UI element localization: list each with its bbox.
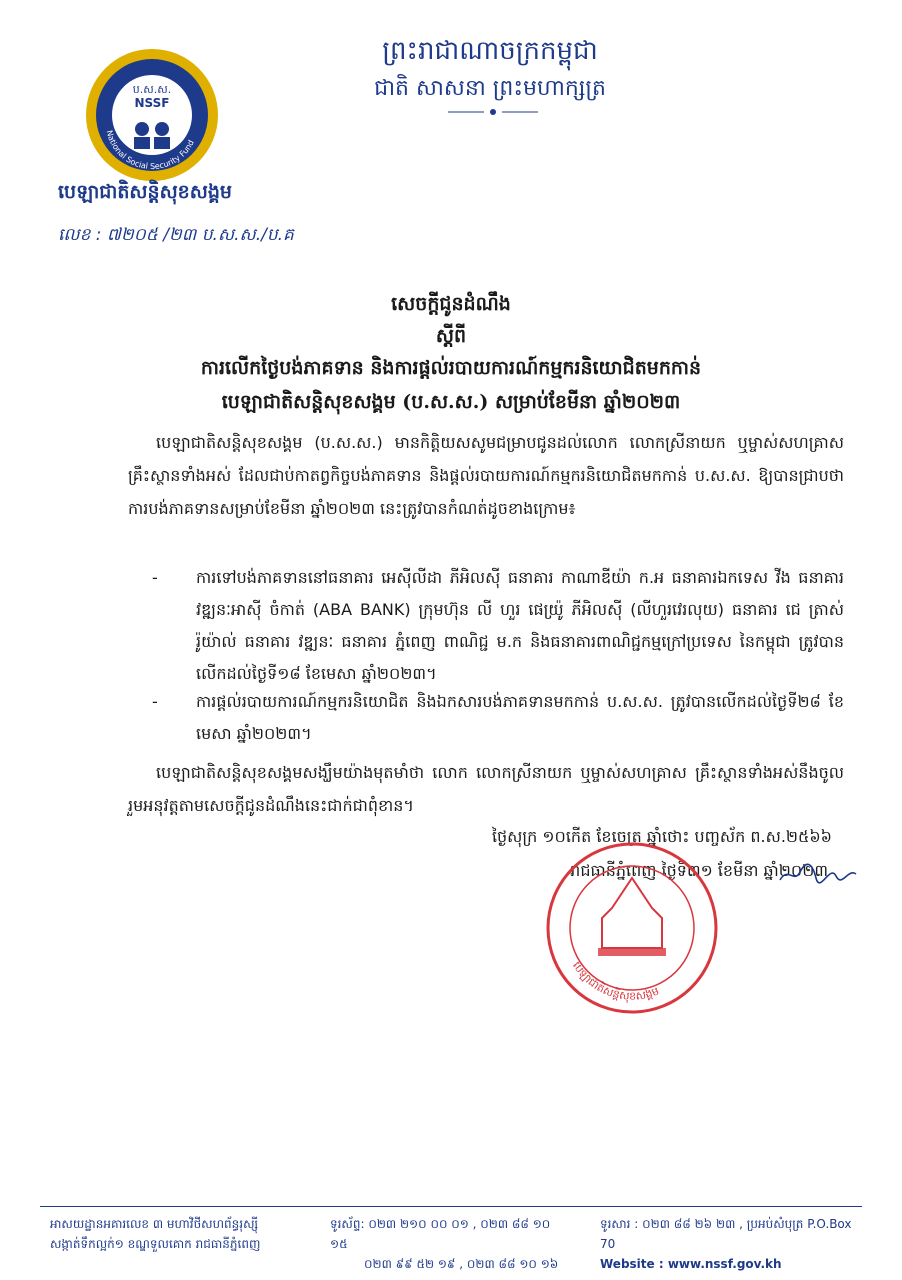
- organization-name: បេឡាជាតិសន្តិសុខសង្គម: [58, 181, 232, 203]
- footer-address: [50, 1214, 310, 1254]
- kingdom-title: ព្រះរាជាណាចក្រកម្ពុជា: [382, 36, 598, 66]
- footer-divider: [40, 1206, 862, 1207]
- notice-subject-line2: បេឡាជាតិសន្តិសុខសង្គម (ប.ស.ស.) សម្រាប់ខែមីនា ឆ្នាំ២០២៣: [221, 391, 681, 413]
- national-motto: ជាតិ សាសនា ព្រះមហាក្សត្រ: [374, 76, 606, 101]
- list-item: [152, 562, 844, 690]
- notice-subject-line1: ការលើកថ្ងៃបង់ភាគទាន និងការផ្ដល់របាយការណ៍កម្មករនិយោជិតមកកាន់: [200, 357, 702, 379]
- ornament-divider-icon: [448, 108, 538, 116]
- lunar-date: ថ្ងៃសុក្រ ១០កើត ខែចេត្រ ឆ្នាំថោះ បញ្ចស័ក ព.ស.២៥៦៦: [491, 827, 832, 846]
- list-item-text: ការទៅបង់ភាគទាននៅធនាគារ អេស៊ីលីដា ភីអិលស៊ី ធនាគារ កាណាឌីយ៉ា ក.អ ធនាគារឯកទេស វីង ធនាគារ វឌ្ឍនៈអាស៊ី ចំកាត់ (ABA BANK) ក្រុមហ៊ុន លី ហួរ ផេយ្រ៉ូ ភីអិលស៊ី (លីហួរវេរលុយ) ធនាគារ ជេ ត្រាស់ រ៉ូយ៉ាល់ ធនាគារ វឌ្ឍនៈ ធនាគារ ភ្នំពេញ ពាណិជ្ជ ម.ក និងធនាគារពាណិជ្ជកម្មក្រៅប្រទេស នៃកម្ពុជា ត្រូវបានលើកដល់ថ្ងៃទី១៨ ខែមេសា ឆ្នាំ២០២៣។: [196, 568, 844, 683]
- footer-fax: ទូរសារ : ០២៣ ៨៨ ២៦ ២៣ , ប្រអប់សំបុត្រ P.O.Box 70: [600, 1217, 852, 1251]
- notice-title: សេចក្ដីជូនដំណឹង: [391, 293, 511, 315]
- footer-phone-line2: ០២៣ ៩៩ ៥២ ១៩ , ០២៣ ៨៨ ១០ ១៦: [364, 1257, 559, 1271]
- official-seal-icon: [542, 838, 722, 1018]
- intro-paragraph: បេឡាជាតិសន្តិសុខសង្គម (ប.ស.ស.) មានកិត្តិយសសូមជម្រាបជូនដល់លោក លោកស្រីនាយក ឬម្ចាស់សហគ្រាស គ្រឹះស្ថានទាំងអស់ ដែលជាប់កាតព្វកិច្ចបង់ភាគទាន និងផ្ដល់របាយការណ៍កម្មករនិយោជិតមកកាន់ ប.ស.ស. ឱ្យបានជ្រាបថា ការបង់ភាគទានសម្រាប់ខែមីនា ឆ្នាំ២០២៣ នេះត្រូវបានកំណត់ដូចខាងក្រោម៖: [128, 433, 844, 518]
- bullet-mark: -: [152, 692, 158, 711]
- closing-paragraph: បេឡាជាតិសន្តិសុខសង្គមសង្ឃឹមយ៉ាងមុតមាំថា លោក លោកស្រីនាយក ឬម្ចាស់សហគ្រាស គ្រឹះស្ថានទាំងអស់នឹងចូលរួមអនុវត្តតាមសេចក្ដីជូនដំណឹងនេះជាក់ជាពុំខាន។: [128, 763, 844, 815]
- solar-date: រាជធានីភ្នំពេញ ថ្ងៃទី៣១ ខែមីនា ឆ្នាំ២០២៣: [570, 861, 828, 880]
- footer-phone: [330, 1214, 570, 1274]
- nssf-logo: [82, 45, 222, 185]
- logo-ring-text: National Social Security Fund: [104, 129, 196, 172]
- reference-number: លេខ : ៧២០៥ /២៣ ប.ស.ស./ប.គ: [58, 225, 294, 245]
- footer-website-link[interactable]: Website : www.nssf.gov.kh: [600, 1257, 782, 1271]
- footer-contact: [600, 1214, 870, 1274]
- bullet-mark: -: [152, 568, 158, 587]
- signature-icon: [778, 858, 858, 888]
- notice-subject-label: ស្ដីពី: [435, 325, 467, 347]
- logo-abbr-khmer: ប.ស.ស.: [132, 83, 172, 96]
- list-item: [152, 686, 844, 750]
- footer-address-line1: អាសយដ្ឋានអគារលេខ ៣ មហាវិថីសហព័ន្ធរុស្ស៊ី: [50, 1217, 259, 1231]
- footer-phone-line1: ទូរស័ព្ទ: ០២៣ ២១០ ០០ ០១ , ០២៣ ៨៨ ១០ ១៥: [330, 1217, 551, 1251]
- logo-abbr-en: NSSF: [134, 96, 170, 110]
- list-item-text: ការផ្ដល់របាយការណ៍កម្មករនិយោជិត និងឯកសារបង់ភាគទានមកកាន់ ប.ស.ស. ត្រូវបានលើកដល់ថ្ងៃទី២៨ ខែមេសា ឆ្នាំ២០២៣។: [196, 692, 844, 743]
- footer-address-line2: សង្កាត់ទឹកល្អក់១ ខណ្ឌទួលគោក រាជធានីភ្នំពេញ: [50, 1237, 261, 1251]
- seal-text: បេឡាជាតិសន្តិសុខសង្គម: [569, 959, 661, 1003]
